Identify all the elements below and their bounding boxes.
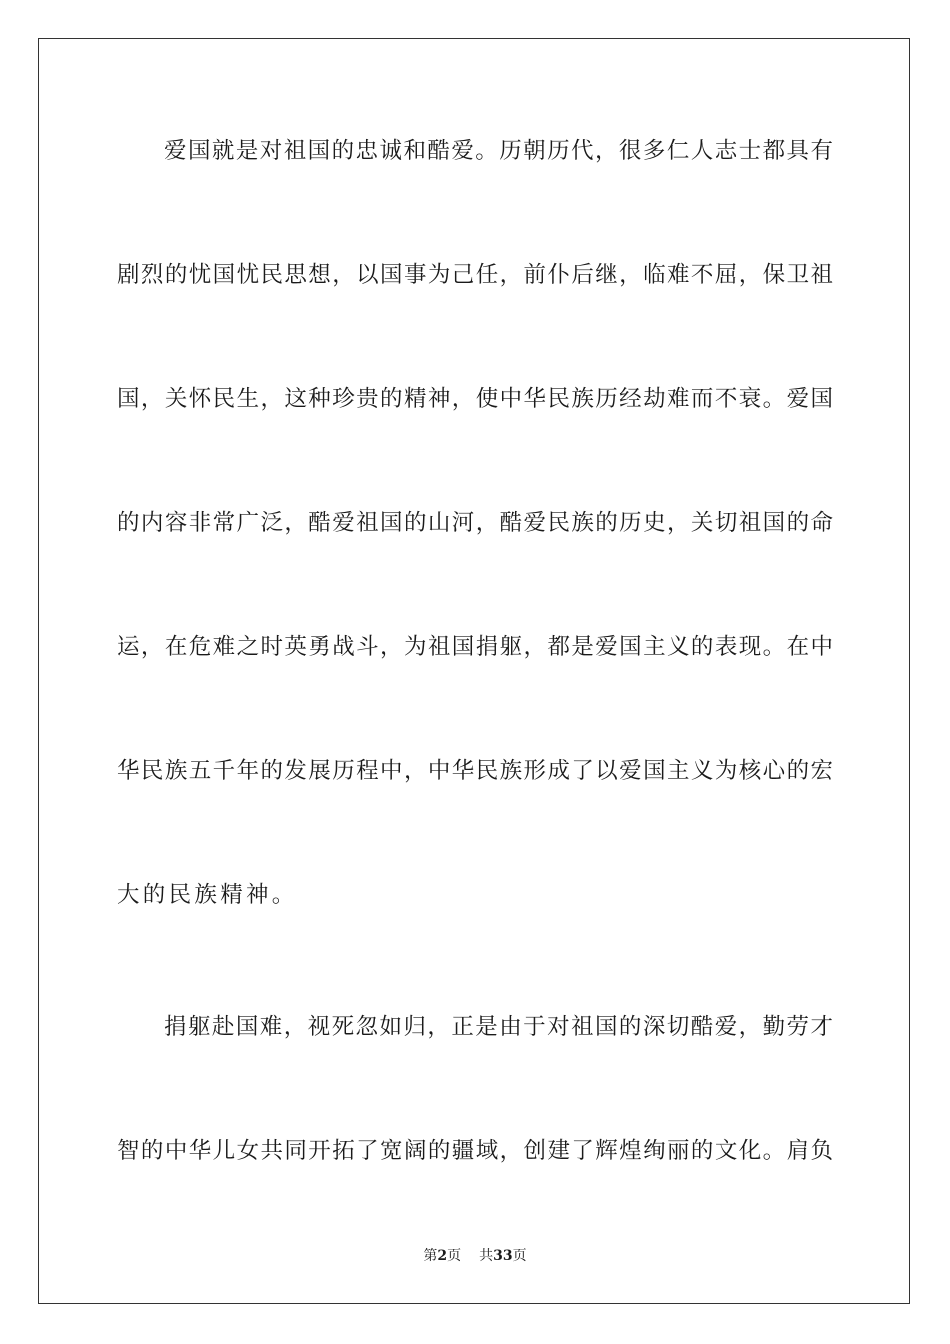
page-prefix: 第 (423, 1248, 438, 1264)
paragraph-2-line-1: 捐躯赴国难，视死忽如归，正是由于对祖国的深切酷爱，勤劳才 (164, 1014, 833, 1040)
paragraph-1-line-5: 运，在危难之时英勇战斗，为祖国捐躯，都是爱国主义的表现。在中 (117, 634, 833, 660)
paragraph-1-line-6: 华民族五千年的发展历程中，中华民族形成了以爱国主义为核心的宏 (117, 758, 833, 784)
paragraph-1-line-1: 爱国就是对祖国的忠诚和酷爱。历朝历代，很多仁人志士都具有 (164, 138, 833, 164)
total-suffix: 页 (512, 1248, 527, 1264)
paragraph-1-line-2: 剧烈的忧国忧民思想，以国事为己任，前仆后继，临难不屈，保卫祖 (117, 262, 833, 288)
paragraph-1-line-4: 的内容非常广泛，酷爱祖国的山河，酷爱民族的历史，关切祖国的命 (117, 510, 833, 536)
paragraph-1-line-3: 国，关怀民生，这种珍贵的精神，使中华民族历经劫难而不衰。爱国 (117, 386, 833, 412)
page-number: 2 (437, 1248, 448, 1264)
paragraph-2-line-2: 智的中华儿女共同开拓了宽阔的疆域，创建了辉煌绚丽的文化。肩负 (117, 1138, 833, 1164)
total-pages: 33 (493, 1248, 513, 1264)
page-suffix: 页 (447, 1248, 462, 1264)
page-border (38, 38, 910, 1304)
paragraph-1-line-7: 大的民族精神。 (117, 882, 298, 908)
page-footer (0, 1246, 950, 1266)
total-prefix: 共 (479, 1248, 494, 1264)
